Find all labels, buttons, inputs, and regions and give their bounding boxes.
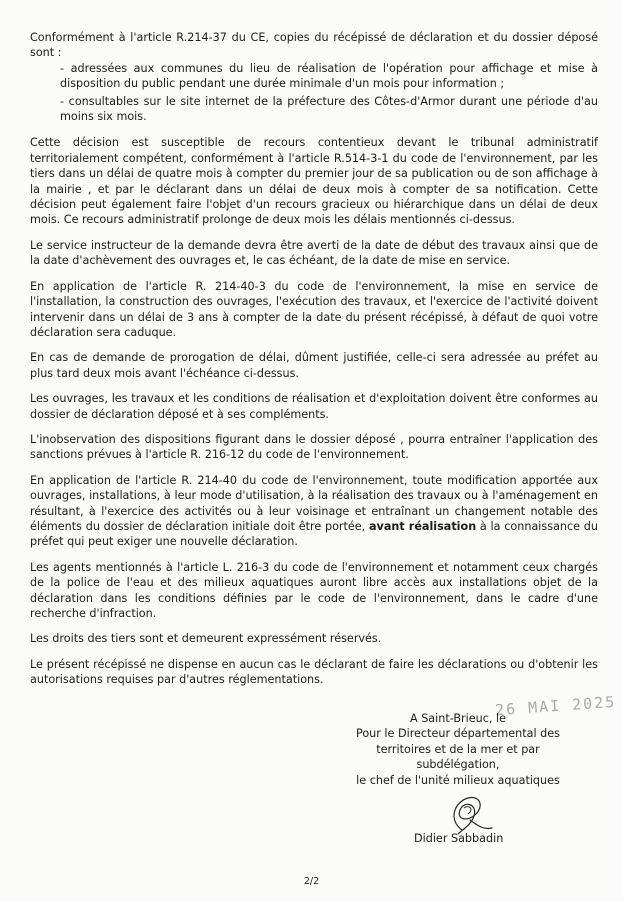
publication-list [60, 61, 598, 125]
signer-name: Didier Sabbadin [414, 832, 504, 845]
paragraph-notification: Le service instructeur de la demande devra être averti de la date de début des travaux ainsi que de la date d'achèvement des ouvrages et, le cas échéant, de la date de mise en service. [30, 238, 598, 268]
paragraph-other-regulations: Le présent récépissé ne dispense en aucun cas le déclarant de faire les déclarations ou d'obtenir les autorisations requises par d'autres réglementations. [30, 657, 598, 687]
paragraph-conformity: Les ouvrages, les travaux et les conditions de réalisation et d'exploitation doivent être conformes au dossier de déclaration déposé et à ses compléments. [30, 392, 598, 421]
paragraph-deadline: En application de l'article R. 214-40-3 du code de l'environnement, la mise en service de l'installation, la construction des ouvrages, l'exécution des travaux, et l'exercice de l'activité doivent intervenir dans un délai de 3 ans à compter de la date du présent récépissé, à défaut de quoi votre déclaration sera caduque. [30, 279, 598, 339]
publication-item-communes: - adressées aux communes du lieu de réalisation de l'opération pour affichage et mise à disposition du public pendant une durée minimale d'un mois pour information ; [60, 61, 598, 91]
page-number: 2/2 [303, 876, 320, 887]
paragraph-extension: En cas de demande de prorogation de délai, dûment justifiée, celle-ci sera adressée au préfet au plus tard deux mois avant l'échéance ci-dessus. [30, 351, 598, 380]
paragraph-inspection: Les agents mentionnés à l'article L. 216-3 du code de l'environnement et notamment ceux chargés de la police de l'eau et des milieux aquatiques auront libre accès aux installations objet de la déclaration dans les conditions définies par le code de l'environnement, dans le cadre d'une recherche d'infraction. [30, 560, 598, 620]
signature-line-2: territoires et de la mer et par [376, 742, 540, 756]
paragraph-modification [30, 473, 598, 550]
document-body [30, 30, 598, 698]
paragraph-appeal: Cette décision est susceptible de recours contentieux devant le tribunal administratif territorialement compétent, conformément à l'article R.514-3-1 du code de l'environnement, par les tiers dans un délai de quatre mois à compter du premier jour de sa publication ou de son affichage à la mairie , et par le déclarant dans un délai de deux mois à compter de sa notification. Cette décision peut également faire l'objet d'un recours gracieux ou hiérarchique dans un délai de deux mois. Ce recours administratif prolonge de deux mois les délais mentionnés ci-dessus. [30, 136, 598, 227]
signature-line-4: le chef de l'unité milieux aquatiques [356, 773, 560, 787]
publication-item-prefecture-website: - consultables sur le site internet de la préfecture des Côtes-d'Armor durant une période d'au moins six mois. [60, 94, 598, 124]
modification-text-start: En application de l'article R. 214-40 du code de l'environnement, toute modification apportée aux ouvrages, installations, à leur mode d'utilisation, à la réalisation des travaux ou à l'aménagement en résultant, à l'exercice des activités ou à leur voisinage et entraînant un changement notable des éléments du dossier de déclaration initiale doit être portée, [30, 473, 598, 533]
signature-line-3: subdélégation, [416, 758, 500, 772]
paragraph-third-party-rights: Les droits des tiers sont et demeurent expressément réservés. [30, 632, 382, 646]
paragraph-publication-intro: Conformément à l'article R.214-37 du CE, copies du récépissé de déclaration et du dossier déposé sont : [30, 31, 598, 60]
signature-line-1: Pour le Directeur départemental des [355, 727, 560, 741]
modification-text-end: à la connaissance du préfet qui peut exiger une nouvelle déclaration. [30, 519, 598, 549]
signature-place: A Saint-Brieuc, le [409, 712, 506, 725]
modification-text-bold: avant réalisation [369, 519, 477, 533]
date-stamp: 26 MAI 2025 [494, 692, 617, 720]
paragraph-sanctions: L'inobservation des dispositions figurant dans le dossier déposé , pourra entraîner l'application des sanctions prévues à l'article R. 216-12 du code de l'environnement. [30, 432, 598, 462]
signature-block [318, 711, 598, 788]
